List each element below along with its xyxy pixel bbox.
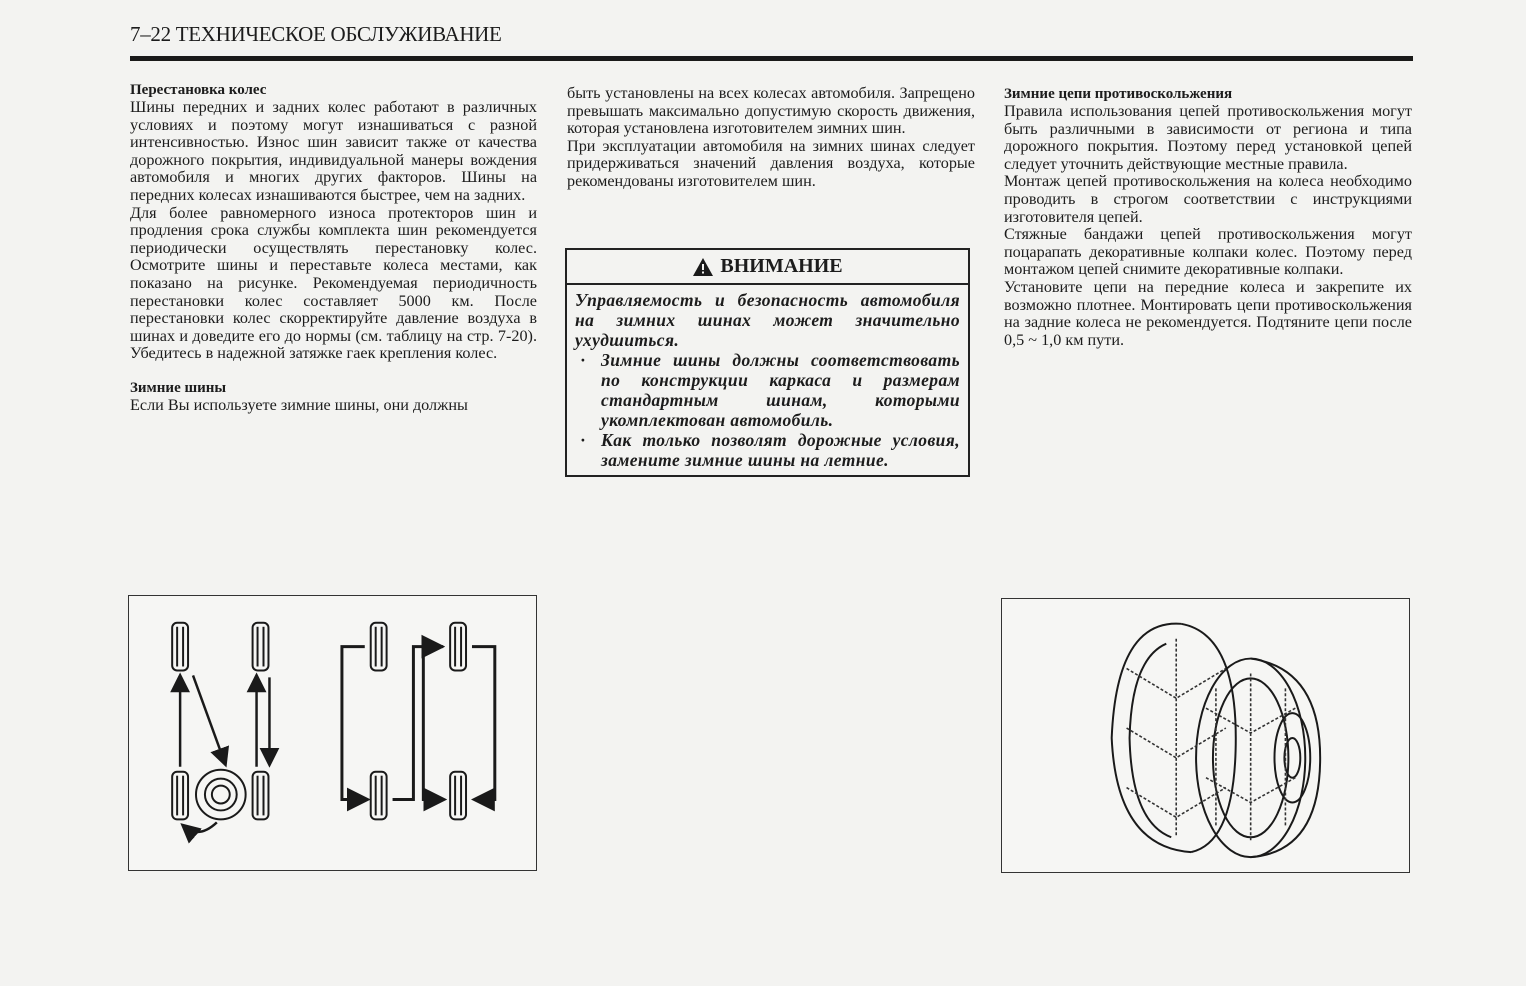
snow-chains-paragraph-2: Монтаж цепей противоскольжения на колеса необходимо проводить в строгом соответствии с инструкциями изготовителя цепей. [1004,172,1412,226]
warning-title: ВНИМАНИЕ [720,255,843,277]
tire-rotation-diagram-icon [129,596,536,870]
warning-triangle-icon [692,257,714,277]
column-2 [567,85,975,191]
column-3 [1004,86,1412,349]
warning-item: · Зимние шины должны соответствовать по конструкции каркаса и размерам стандартным шинам, которыми укомплектован автомобиль. [575,350,960,430]
tire-rotation-paragraph-1: Шины передних и задних колес работают в различных условиях и поэтому могут изнашиваться с разной интенсивностью. Износ шин зависит также от качества дорожного покрытия, индивидуальной манеры вождения автомобиля и многих других факторов. Шины на передних колесах изнашиваются быстрее, чем на задних. [130,98,537,204]
column-1 [130,82,537,415]
warning-box [565,248,970,477]
winter-tires-paragraph-1: Если Вы используете зимние шины, они должны [130,395,468,414]
warning-item: · Как только позволят дорожные условия, замените зимние шины на летние. [575,430,960,470]
winter-tires-paragraph-3: При эксплуатации автомобиля на зимних шинах следует придерживаться значений давления воздуха, которые рекомендованы изготовителем шин. [567,136,975,190]
snow-chains-paragraph-1: Правила использования цепей противоскольжения могут быть различными в зависимости от региона и типа дорожного покрытия. Поэтому перед установкой цепей следует уточнить действующие местные правила. [1004,102,1412,173]
winter-tires-paragraph-2: быть установлены на всех колесах автомобиля. Запрещено превышать максимально допустимую скорость движения, которая установлена изготовителем зимних шин. [567,84,975,138]
tire-rotation-heading: Перестановка колес [130,82,267,98]
tire-rotation-figure [128,595,537,871]
header-rule [130,56,1413,61]
warning-title-bar [567,250,968,285]
warning-body [567,285,968,470]
snow-chains-paragraph-3: Стяжные бандажи цепей противоскольжения могут поцарапать декоративные колпаки колес. Поэтому перед монтажом цепей снимите декоративные колпаки. [1004,225,1412,279]
tire-rotation-paragraph-2: Для более равномерного износа протекторов шин и продления срока службы комплекта шин рекомендуется периодически осуществлять перестановку колес. Осмотрите шины и переставьте колеса местами, как показано на рисунке. Рекомендуемая периодичность перестановки колес составляет 5000 км. После перестановки колес скорректируйте давление воздуха в шинах и доведите его до нормы (см. таблицу на стр. 7-20). Убедитесь в надежной затяжке гаек крепления колес. [130,203,537,363]
warning-intro: Управляемость и безопасность автомобиля на зимних шинах может значительно ухудшиться. [575,290,960,350]
snow-chains-on-tires-icon [1002,599,1409,872]
snow-chains-figure [1001,598,1410,873]
snow-chains-paragraph-4: Установите цепи на передние колеса и закрепите их возможно плотнее. Монтировать цепи противоскольжения на задние колеса не рекомендуется. Подтяните цепи после 0,5 ~ 1,0 км пути. [1004,277,1412,349]
winter-tires-heading: Зимние шины [130,379,227,396]
page-header: 7–22 ТЕХНИЧЕСКОЕ ОБСЛУЖИВАНИЕ [130,22,502,46]
snow-chains-heading: Зимние цепи противоскольжения [1004,86,1233,102]
